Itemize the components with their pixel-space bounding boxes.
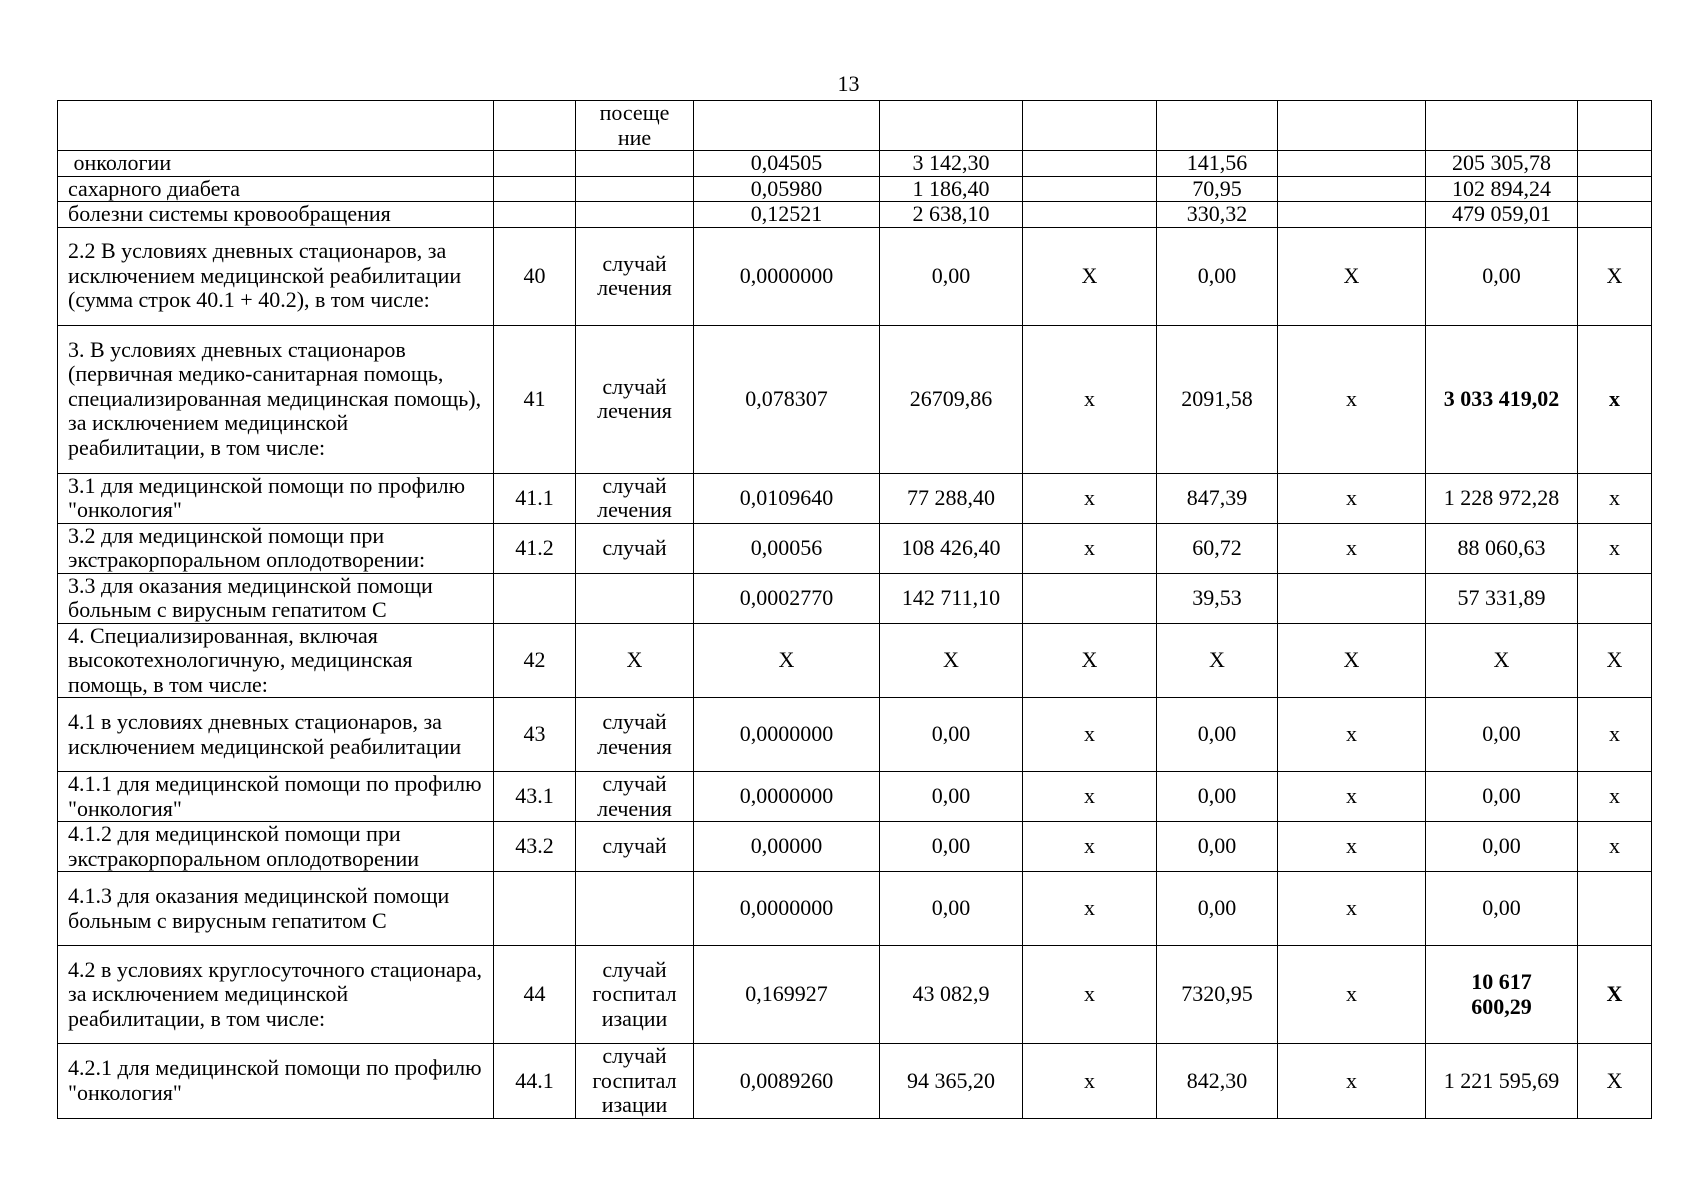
- row-number: [494, 151, 576, 177]
- value-cell: 0,00: [1426, 822, 1578, 872]
- value-cell: х: [1023, 1044, 1157, 1119]
- value-cell: X: [1426, 623, 1578, 698]
- value-cell: 0,00: [1426, 698, 1578, 772]
- row-number: 41: [494, 325, 576, 473]
- value-cell: 1 221 595,69: [1426, 1044, 1578, 1119]
- value-cell: 0,00: [1157, 772, 1278, 822]
- unit-cell: случай лечения: [576, 473, 694, 523]
- value-cell: 1 186,40: [880, 176, 1023, 202]
- row-number: [494, 202, 576, 228]
- value-cell: х: [1023, 698, 1157, 772]
- value-cell: 0,05980: [694, 176, 880, 202]
- table-row: [58, 772, 1652, 822]
- value-cell: 102 894,24: [1426, 176, 1578, 202]
- value-cell: 0,0089260: [694, 1044, 880, 1119]
- table-row: [58, 325, 1652, 473]
- value-cell: X: [1278, 623, 1426, 698]
- unit-cell: случай лечения: [576, 772, 694, 822]
- value-cell: 0,00: [880, 772, 1023, 822]
- unit-cell: случай лечения: [576, 227, 694, 325]
- value-cell: 0,0000000: [694, 698, 880, 772]
- value-cell: 0,00: [880, 872, 1023, 946]
- value-cell: 842,30: [1157, 1044, 1278, 1119]
- value-cell: х: [1278, 1044, 1426, 1119]
- value-cell: 479 059,01: [1426, 202, 1578, 228]
- value-cell: X: [1023, 623, 1157, 698]
- unit-cell: [576, 151, 694, 177]
- value-cell: 0,00000: [694, 822, 880, 872]
- value-cell: [1023, 176, 1157, 202]
- value-cell: х: [1578, 523, 1652, 573]
- row-name: онкологии: [58, 151, 494, 177]
- table-row: [58, 227, 1652, 325]
- value-cell: 0,00: [1157, 822, 1278, 872]
- value-cell: 141,56: [1157, 151, 1278, 177]
- row-name: 4.2 в условиях круглосуточного стационара, за исключением медицинской реабилитации, в том числе:: [58, 946, 494, 1044]
- value-cell: 3 142,30: [880, 151, 1023, 177]
- row-name: 3. В условиях дневных стационаров (первичная медико-санитарная помощь, специализированная медицинская помощь), за исключением медицинской реабилитации, в том числе:: [58, 325, 494, 473]
- table-row: [58, 523, 1652, 573]
- row-number: 42: [494, 623, 576, 698]
- row-name: [58, 101, 494, 151]
- value-cell: 0,12521: [694, 202, 880, 228]
- value-cell: [1278, 176, 1426, 202]
- row-name: 4.2.1 для медицинской помощи по профилю "онкология": [58, 1044, 494, 1119]
- value-cell: 0,00056: [694, 523, 880, 573]
- row-name: 4. Специализированная, включая высокотехнологичную, медицинская помощь, в том числе:: [58, 623, 494, 698]
- unit-cell: [576, 202, 694, 228]
- unit-cell: случай: [576, 523, 694, 573]
- value-cell: 0,078307: [694, 325, 880, 473]
- value-cell: х: [1023, 325, 1157, 473]
- row-number: 40: [494, 227, 576, 325]
- value-cell: х: [1278, 946, 1426, 1044]
- row-name: 4.1 в условиях дневных стационаров, за исключением медицинской реабилитации: [58, 698, 494, 772]
- value-cell: [1023, 573, 1157, 623]
- value-cell: X: [1157, 623, 1278, 698]
- page-number: 13: [837, 71, 860, 96]
- table-row: [58, 623, 1652, 698]
- value-cell: 94 365,20: [880, 1044, 1023, 1119]
- value-cell: х: [1023, 946, 1157, 1044]
- row-number: [494, 573, 576, 623]
- value-cell: 847,39: [1157, 473, 1278, 523]
- value-cell: [1157, 101, 1278, 151]
- table-row: [58, 151, 1652, 177]
- unit-cell: случай лечения: [576, 325, 694, 473]
- value-cell: 77 288,40: [880, 473, 1023, 523]
- value-cell: х: [1278, 772, 1426, 822]
- row-number: 41.2: [494, 523, 576, 573]
- value-cell: х: [1278, 822, 1426, 872]
- row-number: [494, 872, 576, 946]
- table-row: [58, 101, 1652, 151]
- value-cell: 0,00: [1157, 872, 1278, 946]
- value-cell: 0,0109640: [694, 473, 880, 523]
- value-cell: [1278, 573, 1426, 623]
- value-cell: 70,95: [1157, 176, 1278, 202]
- value-cell: 2 638,10: [880, 202, 1023, 228]
- value-cell: [1578, 101, 1652, 151]
- row-name: 4.1.2 для медицинской помощи при экстракорпоральном оплодотворении: [58, 822, 494, 872]
- unit-cell: случай госпитал изации: [576, 1044, 694, 1119]
- value-cell: х: [1023, 772, 1157, 822]
- value-cell: [1578, 151, 1652, 177]
- unit-cell: [576, 872, 694, 946]
- unit-cell: [576, 573, 694, 623]
- value-cell: 205 305,78: [1426, 151, 1578, 177]
- value-cell: X: [1578, 227, 1652, 325]
- value-cell: [1278, 202, 1426, 228]
- value-cell: х: [1578, 473, 1652, 523]
- value-cell: 0,04505: [694, 151, 880, 177]
- table-body: [58, 101, 1652, 1119]
- value-cell: 43 082,9: [880, 946, 1023, 1044]
- value-cell: х: [1023, 872, 1157, 946]
- value-cell: X: [1578, 1044, 1652, 1119]
- unit-cell: [576, 176, 694, 202]
- value-cell: 0,0000000: [694, 772, 880, 822]
- unit-cell: случай госпитал изации: [576, 946, 694, 1044]
- value-cell: X: [880, 623, 1023, 698]
- value-cell: [1278, 151, 1426, 177]
- table-row: [58, 946, 1652, 1044]
- value-cell: х: [1278, 523, 1426, 573]
- value-cell: [1023, 151, 1157, 177]
- value-cell: х: [1578, 772, 1652, 822]
- tariff-table: [57, 100, 1652, 1119]
- row-name: 4.1.3 для оказания медицинской помощи больным с вирусным гепатитом С: [58, 872, 494, 946]
- value-cell: [1578, 176, 1652, 202]
- table-row: [58, 473, 1652, 523]
- row-name: сахарного диабета: [58, 176, 494, 202]
- value-cell: [1578, 573, 1652, 623]
- value-cell: 0,0002770: [694, 573, 880, 623]
- value-cell: 0,00: [1426, 772, 1578, 822]
- value-cell: [1023, 202, 1157, 228]
- value-cell: х: [1023, 473, 1157, 523]
- row-number: 44: [494, 946, 576, 1044]
- value-cell: х: [1023, 523, 1157, 573]
- table-row: [58, 176, 1652, 202]
- value-cell: X: [1023, 227, 1157, 325]
- row-number: 43: [494, 698, 576, 772]
- row-name: болезни системы кровообращения: [58, 202, 494, 228]
- value-cell: 0,0000000: [694, 227, 880, 325]
- value-cell: х: [1578, 325, 1652, 473]
- value-cell: 3 033 419,02: [1426, 325, 1578, 473]
- unit-cell: случай лечения: [576, 698, 694, 772]
- value-cell: 0,00: [880, 227, 1023, 325]
- value-cell: х: [1278, 872, 1426, 946]
- value-cell: [694, 101, 880, 151]
- row-number: 43.2: [494, 822, 576, 872]
- row-number: [494, 176, 576, 202]
- value-cell: 0,00: [1157, 227, 1278, 325]
- value-cell: 26709,86: [880, 325, 1023, 473]
- row-number: 44.1: [494, 1044, 576, 1119]
- row-number: 43.1: [494, 772, 576, 822]
- value-cell: [1578, 202, 1652, 228]
- value-cell: X: [1578, 946, 1652, 1044]
- row-number: 41.1: [494, 473, 576, 523]
- value-cell: 7320,95: [1157, 946, 1278, 1044]
- row-name: 3.1 для медицинской помощи по профилю "онкология": [58, 473, 494, 523]
- value-cell: х: [1278, 698, 1426, 772]
- row-name: 3.3 для оказания медицинской помощи больным с вирусным гепатитом С: [58, 573, 494, 623]
- value-cell: 0,00: [880, 822, 1023, 872]
- value-cell: X: [694, 623, 880, 698]
- value-cell: 0,00: [1426, 872, 1578, 946]
- value-cell: х: [1278, 325, 1426, 473]
- value-cell: 108 426,40: [880, 523, 1023, 573]
- value-cell: 88 060,63: [1426, 523, 1578, 573]
- value-cell: [1278, 101, 1426, 151]
- value-cell: х: [1578, 698, 1652, 772]
- unit-cell: случай: [576, 822, 694, 872]
- value-cell: [1023, 101, 1157, 151]
- value-cell: 0,169927: [694, 946, 880, 1044]
- table-row: [58, 1044, 1652, 1119]
- value-cell: х: [1023, 822, 1157, 872]
- value-cell: 60,72: [1157, 523, 1278, 573]
- table-row: [58, 573, 1652, 623]
- value-cell: [880, 101, 1023, 151]
- table-row: [58, 822, 1652, 872]
- value-cell: 1 228 972,28: [1426, 473, 1578, 523]
- value-cell: 0,00: [1157, 698, 1278, 772]
- value-cell: [1578, 872, 1652, 946]
- value-cell: 330,32: [1157, 202, 1278, 228]
- value-cell: 142 711,10: [880, 573, 1023, 623]
- value-cell: 0,0000000: [694, 872, 880, 946]
- row-number: [494, 101, 576, 151]
- table-row: [58, 872, 1652, 946]
- value-cell: 0,00: [1426, 227, 1578, 325]
- unit-cell: X: [576, 623, 694, 698]
- value-cell: 0,00: [880, 698, 1023, 772]
- value-cell: X: [1578, 623, 1652, 698]
- table-row: [58, 202, 1652, 228]
- value-cell: 10 617 600,29: [1426, 946, 1578, 1044]
- value-cell: X: [1278, 227, 1426, 325]
- table-row: [58, 698, 1652, 772]
- row-name: 3.2 для медицинской помощи при экстракорпоральном оплодотворении:: [58, 523, 494, 573]
- value-cell: х: [1278, 473, 1426, 523]
- value-cell: 39,53: [1157, 573, 1278, 623]
- value-cell: 2091,58: [1157, 325, 1278, 473]
- value-cell: 57 331,89: [1426, 573, 1578, 623]
- row-name: 2.2 В условиях дневных стационаров, за исключением медицинской реабилитации (сумма строк 40.1 + 40.2), в том числе:: [58, 227, 494, 325]
- row-name: 4.1.1 для медицинской помощи по профилю "онкология": [58, 772, 494, 822]
- unit-cell: посеще ние: [576, 101, 694, 151]
- value-cell: х: [1578, 822, 1652, 872]
- value-cell: [1426, 101, 1578, 151]
